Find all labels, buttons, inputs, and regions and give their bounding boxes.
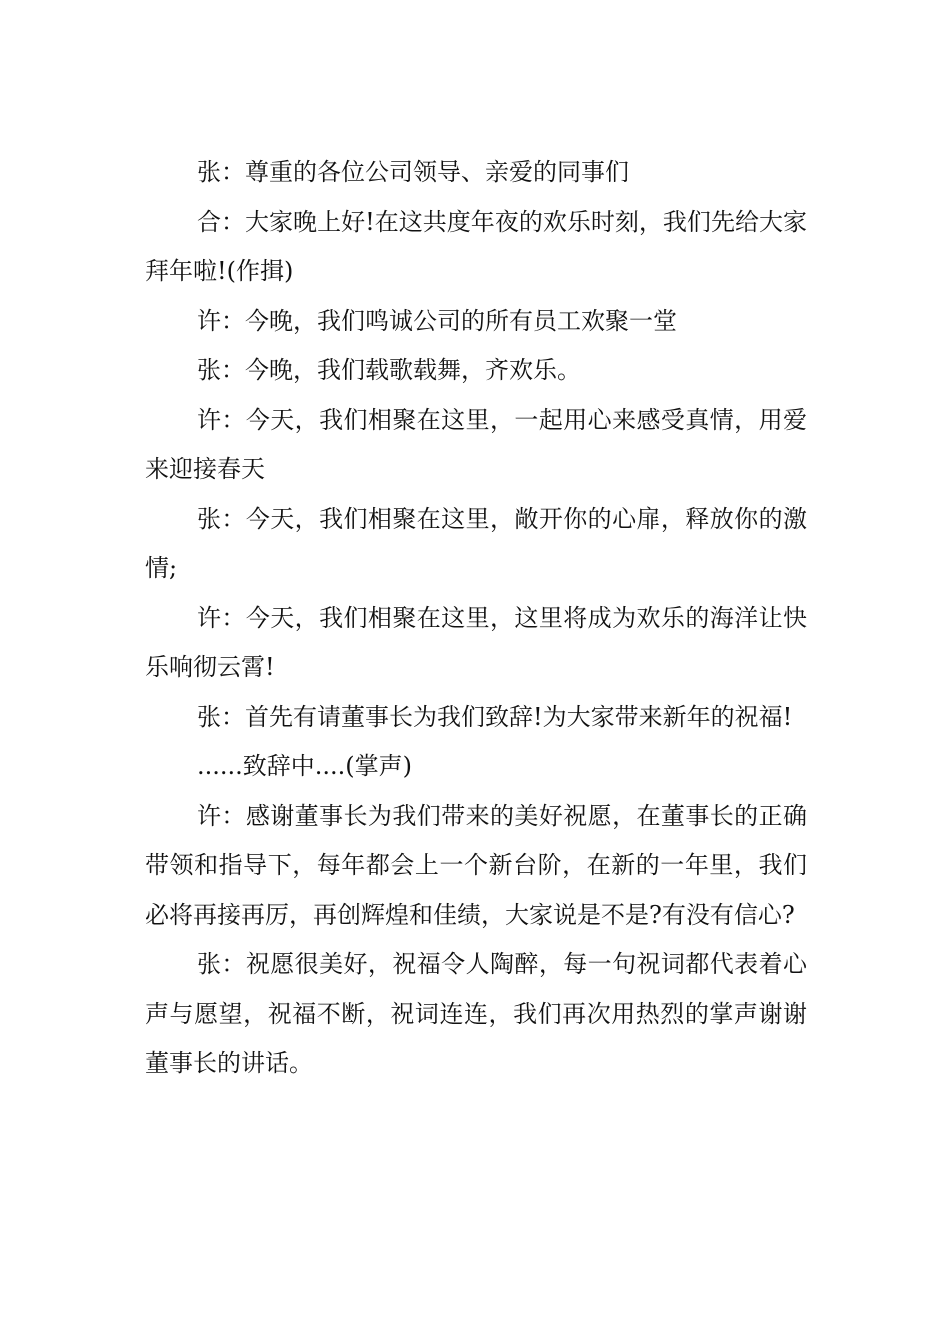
paragraph: 合：大家晚上好!在这共度年夜的欢乐时刻，我们先给大家拜年啦!(作揖) — [145, 207, 807, 285]
paragraph: 张：今晚，我们载歌载舞，齐欢乐。 — [197, 356, 581, 384]
paragraph: 张：今天，我们相聚在这里，敞开你的心扉，释放你的激情; — [145, 504, 807, 582]
paragraph: ......致辞中....(掌声) — [197, 752, 413, 780]
paragraph: 许：今天，我们相聚在这里，这里将成为欢乐的海洋让快乐响彻云霄! — [145, 603, 807, 681]
paragraph: 张：尊重的各位公司领导、亲爱的同事们 — [197, 158, 629, 186]
paragraph: 张：首先有请董事长为我们致辞!为大家带来新年的祝福! — [197, 702, 793, 731]
paragraph: 许：感谢董事长为我们带来的美好祝愿，在董事长的正确带领和指导下，每年都会上一个新台阶，在新的一年里，我们必将再接再厉，再创辉煌和佳绩，大家说是不是?有没有信心? — [145, 801, 807, 929]
paragraph: 许：今晚，我们鸣诚公司的所有员工欢聚一堂 — [197, 306, 677, 335]
paragraph: 许：今天，我们相聚在这里，一起用心来感受真情，用爱来迎接春天 — [145, 405, 807, 483]
document-body — [145, 148, 807, 1089]
paragraph: 张：祝愿很美好，祝福令人陶醉，每一句祝词都代表着心声与愿望，祝福不断，祝词连连，我们再次用热烈的掌声谢谢董事长的讲话。 — [145, 950, 807, 1077]
